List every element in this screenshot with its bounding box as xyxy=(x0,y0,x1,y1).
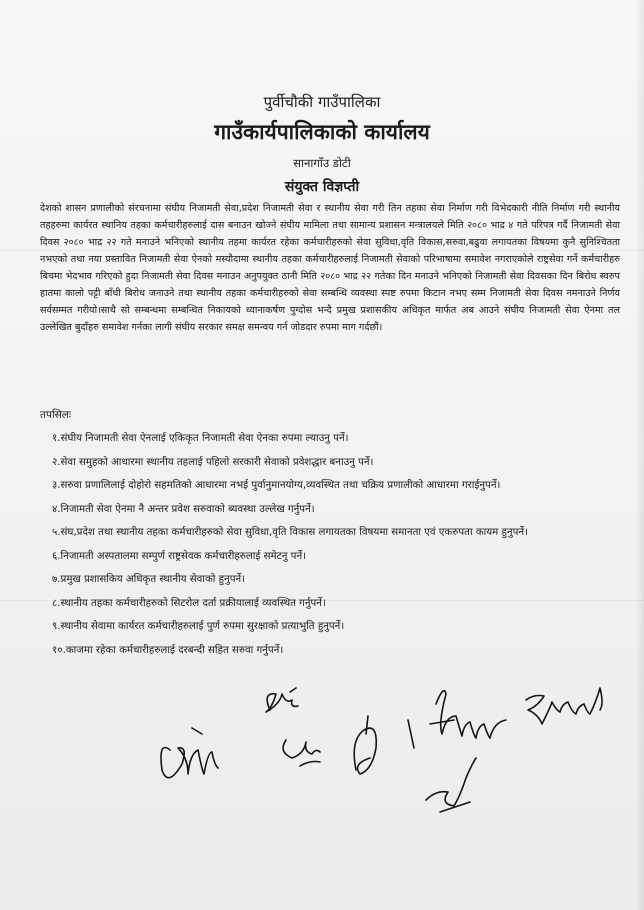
signature-6 xyxy=(526,688,602,724)
list-item: ५.संघ,प्रदेश तथा स्थानीय तहका कर्मचारीहरुको सेवा सुविधा,वृति विकास लगायतका विषयमा समानता एवं एकरुपता कायम हुनुपर्ने। xyxy=(52,527,528,538)
letterhead xyxy=(0,92,644,196)
list-item: ३.सरुवा प्रणालिलाई दोहोरो सहमतिको आधारमा नभई पुर्वानुमानयोग्य,व्यवस्थित तथा चक्रिय प्रणालीको आधारमा गराईनुपर्ने। xyxy=(52,480,501,491)
office-address: सानागाँउ डोटी xyxy=(293,156,351,170)
signature-5 xyxy=(430,691,506,738)
demand-list xyxy=(52,430,622,665)
signature-7 xyxy=(426,758,476,812)
signatures xyxy=(140,670,640,830)
list-item: १.संघीय निजामती सेवा ऐनलाई एकिकृत निजामती सेवा ऐनका रुपमा ल्याउनु पर्ने। xyxy=(52,433,349,444)
office-title: गाउँकार्यपालिकाको कार्यालय xyxy=(214,120,430,144)
office-name: पुर्वीचौकी गाउँपालिका xyxy=(263,93,381,111)
list-subheading: तपसिलः xyxy=(40,409,72,421)
list-item: १०.काजमा रहेका कर्मचारीहरुलाई दरबन्दी सहित सरुवा गर्नुपर्ने। xyxy=(52,644,284,656)
signature-3 xyxy=(283,740,320,766)
list-item: ७.प्रमुख प्रशासकिय अधिकृत स्थानीय सेवाको हुनुपर्ने। xyxy=(52,574,246,585)
body-paragraph: देशको शासन प्रणालीको संरचनामा संघीय निजामती सेवा,प्रदेश निजामती सेवा र स्थानीय सेवा गरी तिन तहका सेवा निर्माण गरी विभेदकारी नीति निर्माण गरी स्थानीय तहहरुमा कार्यरत स्थानिय तहका कर्मचारीहरुलाई दास बनाउन खोज्ने संघीय मामिला तथा सामान्य प्रशासन मन्त्रालयले मिति २०८० भाद्र ४ गते परिपत्र गर्दै निजामती सेवा दिवस २०८० भाद्र २२ गते मनाउने भनिएको स्थानीय तहमा कार्यरत रहेका कर्मचारीहरुको सेवा सुविधा,वृति विकास,सरुवा,बढुवा लगायतका विषयमा कुनै सुनिश्चितता नभएको तथा नया प्रस्तावित निजामती सेवा ऐनको मस्यौदामा स्थानीय तहका कर्मचारीहरुलाई निजामती सेवाको परिभाषामा समावेश नगराएकोले राष्ट्रसेवा गर्ने कर्मचारीहरु बिचमा भेदभाव गरिएको हुदा निजामती सेवा दिवस मनाउन अनुपयुक्त ठानी मिति २०८० भाद्र २२ गतेका दिन मनाउने भनिएको निजामती सेवा दिवसका दिन बिरोध स्वरुप हातमा कालो पट्टी बाँधी बिरोध जनाउने तथा स्थानीय तहका कर्मचारीहरुको सेवा सम्बन्धि व्यवस्था स्पष्ट रुपमा किटान नभए सम्म निजामती सेवा दिवस नमनाउने निर्णय सर्वसम्मत गरीयो।साथै सो सम्बन्धमा सम्बन्धित निकायको ध्यानाकर्षण पुग्दोस भन्दै प्रमुख प्रशासकीय अधिकृत मार्फत अब आउने संघीय निजामती सेवा ऐनमा तल उल्लेखित बुदाँहरु समावेश गर्नका लागी संघीय सरकार समक्ष समन्वय गर्न जोडदार रुपमा माग गर्दछौं। xyxy=(40,203,620,333)
list-item: ६.निजामती अस्पतालमा सम्पुर्ण राष्ट्रसेवक कर्मचारीहरुलाई समेटनु पर्ने। xyxy=(52,550,306,562)
notice-title: संयुक्त विज्ञप्ती xyxy=(284,179,360,195)
signature-scribbles xyxy=(140,670,640,830)
signature-1 xyxy=(161,728,218,778)
signature-2 xyxy=(266,688,298,712)
list-item: ८.स्थानीय तहका कर्मचारीहरुको सिटरोल दर्ता प्रक्रीयालाई व्यवस्थित गर्नुपर्ने। xyxy=(52,597,326,609)
signature-4 xyxy=(354,716,414,774)
list-item: ४.निजामती सेवा ऐनमा नै अन्तर प्रवेश सरुवाको ब्यवस्था उल्लेख गर्नुपर्ने। xyxy=(52,503,315,515)
list-item: २.सेवा समुहको आधारमा स्थानीय तहलाई पहिलो सरकारी सेवाको प्रवेशद्धार बनाउनु पर्ने। xyxy=(52,456,374,468)
list-item: ९.स्थानीय सेवामा कार्यरत कर्मचारीहरुलाई पुर्ण रुपमा सुरक्षाको प्रत्याभुति हुनुपर्ने। xyxy=(52,621,345,632)
